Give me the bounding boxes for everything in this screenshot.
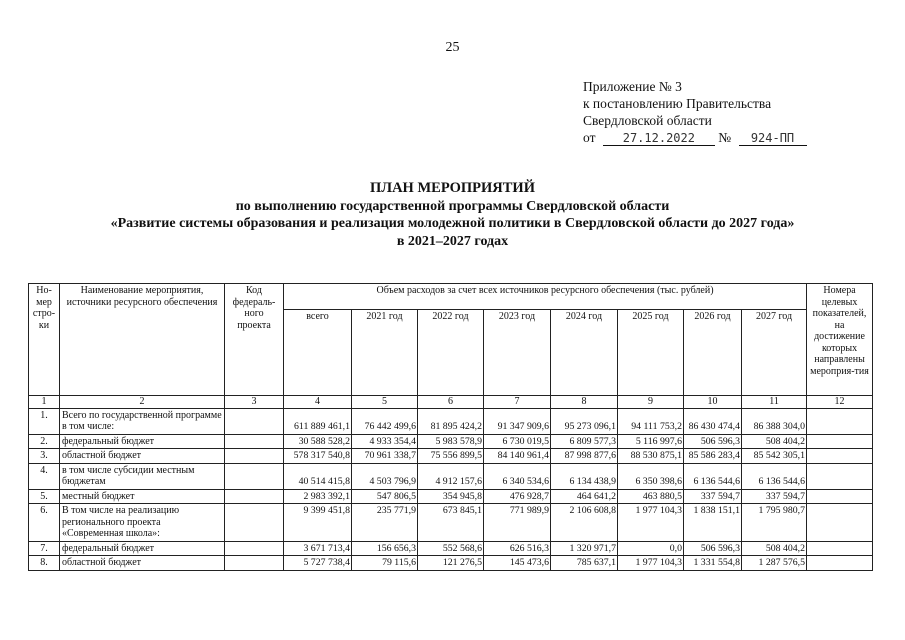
row-number: 4. [29, 463, 60, 489]
row-2027: 508 404,2 [742, 434, 807, 449]
column-index-row [29, 396, 873, 409]
table-row [29, 489, 873, 504]
table-row [29, 449, 873, 464]
header-volume: Объем расходов за счет всех источников ресурсного обеспечения (тыс. рублей) [284, 284, 807, 310]
row-2022: 5 983 578,9 [418, 434, 484, 449]
row-2021: 4 503 796,9 [352, 463, 418, 489]
table-row [29, 541, 873, 556]
row-2021: 70 961 338,7 [352, 449, 418, 464]
column-index: 9 [618, 396, 684, 409]
row-2021: 4 933 354,4 [352, 434, 418, 449]
row-2024: 785 637,1 [551, 556, 618, 571]
column-index: 6 [418, 396, 484, 409]
row-2022: 121 276,5 [418, 556, 484, 571]
header-targets: Номера целевых показателей, на достижение которых направлены мероприя-тия [807, 284, 873, 396]
decree-date: 27.12.2022 [603, 131, 715, 146]
row-2022: 81 895 424,2 [418, 408, 484, 434]
row-targets [807, 489, 873, 504]
row-2022: 673 845,1 [418, 504, 484, 542]
row-name: В том числе на реализацию регионального проекта «Современная школа»: [60, 504, 225, 542]
number-label: № [718, 130, 732, 145]
row-total: 9 399 451,8 [284, 504, 352, 542]
column-index: 4 [284, 396, 352, 409]
header-2022: 2022 год [418, 310, 484, 396]
row-code [225, 434, 284, 449]
row-2023: 6 340 534,6 [484, 463, 551, 489]
row-total: 40 514 415,8 [284, 463, 352, 489]
row-2025: 88 530 875,1 [618, 449, 684, 464]
plan-table [28, 283, 873, 571]
row-2026: 1 331 554,8 [684, 556, 742, 571]
row-2024: 2 106 608,8 [551, 504, 618, 542]
row-2025: 6 350 398,6 [618, 463, 684, 489]
decree-number: 924-ПП [739, 131, 807, 146]
header-2024: 2024 год [551, 310, 618, 396]
row-2021: 235 771,9 [352, 504, 418, 542]
appendix-line-3: Свердловской области [583, 113, 712, 128]
document-title [0, 180, 905, 250]
row-2023: 91 347 909,6 [484, 408, 551, 434]
row-2021: 79 115,6 [352, 556, 418, 571]
row-number: 8. [29, 556, 60, 571]
column-index: 11 [742, 396, 807, 409]
row-2023: 84 140 961,4 [484, 449, 551, 464]
row-2025: 463 880,5 [618, 489, 684, 504]
row-targets [807, 449, 873, 464]
row-2026: 337 594,7 [684, 489, 742, 504]
row-2026: 506 596,3 [684, 434, 742, 449]
row-name: местный бюджет [60, 489, 225, 504]
row-2022: 4 912 157,6 [418, 463, 484, 489]
row-2025: 1 977 104,3 [618, 504, 684, 542]
from-label: от [583, 130, 596, 145]
row-2023: 626 516,3 [484, 541, 551, 556]
column-index: 5 [352, 396, 418, 409]
row-2027: 86 388 304,0 [742, 408, 807, 434]
column-index: 1 [29, 396, 60, 409]
row-2026: 1 838 151,1 [684, 504, 742, 542]
row-targets [807, 541, 873, 556]
row-2025: 5 116 997,6 [618, 434, 684, 449]
row-2024: 87 998 877,6 [551, 449, 618, 464]
row-2021: 156 656,3 [352, 541, 418, 556]
header-total: всего [284, 310, 352, 396]
column-index: 10 [684, 396, 742, 409]
table-row [29, 504, 873, 542]
row-2023: 771 989,9 [484, 504, 551, 542]
row-2027: 1 795 980,7 [742, 504, 807, 542]
row-targets [807, 434, 873, 449]
row-code [225, 463, 284, 489]
row-2027: 6 136 544,6 [742, 463, 807, 489]
table-row [29, 434, 873, 449]
column-index: 8 [551, 396, 618, 409]
row-2027: 85 542 305,1 [742, 449, 807, 464]
page-number: 25 [445, 40, 460, 55]
row-code [225, 504, 284, 542]
row-targets [807, 556, 873, 571]
row-2022: 354 945,8 [418, 489, 484, 504]
row-2024: 464 641,2 [551, 489, 618, 504]
appendix-date-line [583, 129, 807, 146]
row-2026: 86 430 474,4 [684, 408, 742, 434]
title-line-1: ПЛАН МЕРОПРИЯТИЙ [370, 180, 535, 196]
row-code [225, 408, 284, 434]
row-total: 2 983 392,1 [284, 489, 352, 504]
row-2026: 6 136 544,6 [684, 463, 742, 489]
table-row [29, 556, 873, 571]
row-2023: 6 730 019,5 [484, 434, 551, 449]
table-row [29, 408, 873, 434]
title-line-2: по выполнению государственной программы Свердловской области [235, 198, 670, 214]
row-2024: 1 320 971,7 [551, 541, 618, 556]
row-name: Всего по государственной программе в том числе: [60, 408, 225, 434]
row-number: 1. [29, 408, 60, 434]
appendix-line-2: к постановлению Правительства [583, 96, 772, 111]
row-2025: 94 111 753,2 [618, 408, 684, 434]
column-index: 3 [225, 396, 284, 409]
row-name: федеральный бюджет [60, 541, 225, 556]
row-code [225, 541, 284, 556]
row-name: областной бюджет [60, 556, 225, 571]
row-2022: 75 556 899,5 [418, 449, 484, 464]
row-code [225, 449, 284, 464]
header-2026: 2026 год [684, 310, 742, 396]
row-2021: 76 442 499,6 [352, 408, 418, 434]
appendix-line-1: Приложение № 3 [583, 79, 682, 94]
row-2027: 508 404,2 [742, 541, 807, 556]
row-total: 611 889 461,1 [284, 408, 352, 434]
row-2027: 337 594,7 [742, 489, 807, 504]
row-2023: 476 928,7 [484, 489, 551, 504]
row-targets [807, 408, 873, 434]
row-2024: 6 809 577,3 [551, 434, 618, 449]
appendix-block [583, 78, 807, 146]
row-number: 3. [29, 449, 60, 464]
row-2027: 1 287 576,5 [742, 556, 807, 571]
header-2027: 2027 год [742, 310, 807, 396]
row-2022: 552 568,6 [418, 541, 484, 556]
row-number: 2. [29, 434, 60, 449]
title-line-3: «Развитие системы образования и реализация молодежной политики в Свердловской области до 2027 года» [110, 216, 795, 231]
row-targets [807, 463, 873, 489]
title-line-4: в 2021–2027 годах [396, 233, 509, 249]
row-targets [807, 504, 873, 542]
row-total: 30 588 528,2 [284, 434, 352, 449]
column-index: 7 [484, 396, 551, 409]
row-code [225, 489, 284, 504]
column-index: 12 [807, 396, 873, 409]
row-total: 3 671 713,4 [284, 541, 352, 556]
row-2026: 506 596,3 [684, 541, 742, 556]
row-total: 578 317 540,8 [284, 449, 352, 464]
row-2025: 0,0 [618, 541, 684, 556]
header-rownum: Но-мер стро-ки [29, 284, 60, 396]
row-2021: 547 806,5 [352, 489, 418, 504]
row-number: 5. [29, 489, 60, 504]
header-2025: 2025 год [618, 310, 684, 396]
header-name: Наименование мероприятия, источники ресурсного обеспечения [60, 284, 225, 396]
header-2021: 2021 год [352, 310, 418, 396]
row-number: 7. [29, 541, 60, 556]
row-2024: 95 273 096,1 [551, 408, 618, 434]
row-2023: 145 473,6 [484, 556, 551, 571]
row-name: в том числе субсидии местным бюджетам [60, 463, 225, 489]
row-number: 6. [29, 504, 60, 542]
row-code [225, 556, 284, 571]
row-2024: 6 134 438,9 [551, 463, 618, 489]
row-name: федеральный бюджет [60, 434, 225, 449]
header-2023: 2023 год [484, 310, 551, 396]
header-code: Код федераль-ного проекта [225, 284, 284, 396]
column-index: 2 [60, 396, 225, 409]
table-row [29, 463, 873, 489]
row-2026: 85 586 283,4 [684, 449, 742, 464]
row-total: 5 727 738,4 [284, 556, 352, 571]
row-2025: 1 977 104,3 [618, 556, 684, 571]
row-name: областной бюджет [60, 449, 225, 464]
